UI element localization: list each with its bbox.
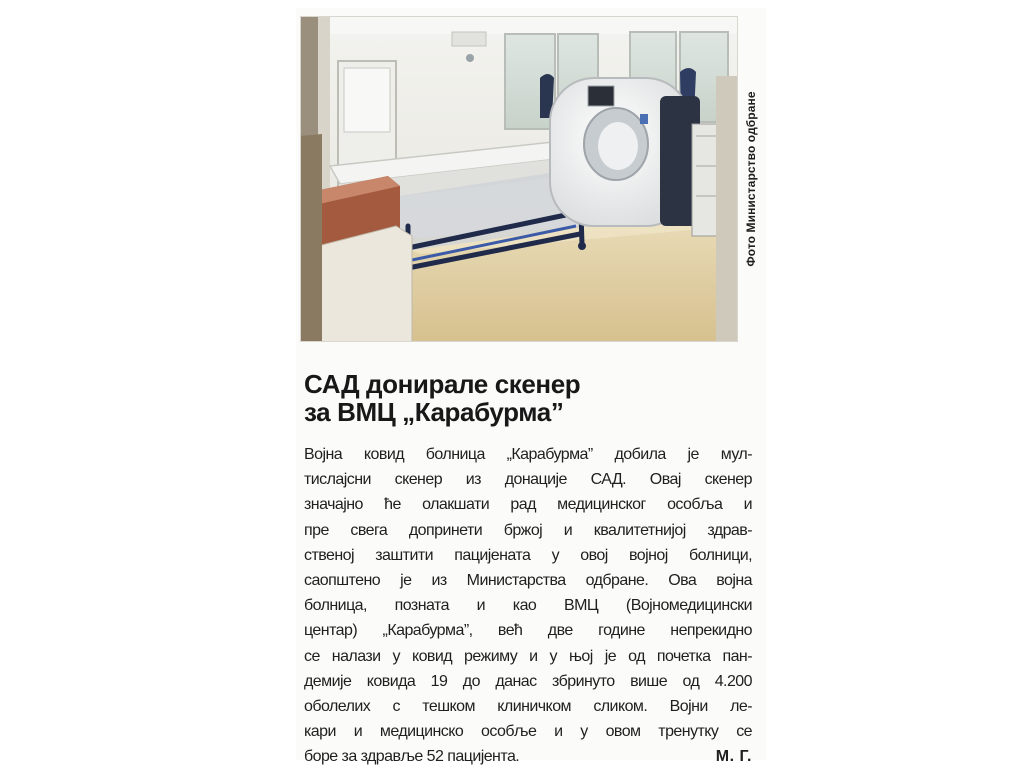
- author-initials: М. Г.: [715, 748, 752, 766]
- article-headline: [304, 370, 744, 426]
- body-line: центар) „Карабурма”, већ две године непрекидно: [304, 622, 752, 640]
- body-line: тислајсни скенер из донације САД. Овај скенер: [304, 471, 752, 489]
- photo-credit: [738, 16, 764, 342]
- body-line: оболелих с тешком клиничком сликом. Војни ле-: [304, 698, 752, 716]
- body-last-line: [304, 744, 752, 769]
- headline-line: за ВМЦ „Карабурма”: [304, 397, 564, 427]
- article-photo: [300, 16, 738, 342]
- body-line: саопштено је из Министарства одбране. Ова војна: [304, 572, 752, 590]
- article-body: [304, 442, 752, 770]
- ct-scanner-room-image: [300, 16, 738, 342]
- body-line: демије ковида 19 до данас збринуто више од 4.200: [304, 672, 752, 690]
- body-line: значајно ће олакшати рад медицинског особља и: [304, 496, 752, 514]
- photo-credit-text: Фото Министарство одбране: [744, 91, 758, 267]
- body-line: кари и медицинско особље и у овом тренутку се: [304, 723, 752, 741]
- body-line: боре за здравље 52 пацијента.: [304, 748, 520, 766]
- body-line: болница, позната и као ВМЦ (Војномедицински: [304, 597, 752, 615]
- body-line: се налази у ковид режиму и у њој је од почетка пан-: [304, 647, 752, 665]
- body-line: Војна ковид болница „Карабурма” добила је мул-: [304, 446, 752, 463]
- body-line: пре свега допринети бржој и квалитетнијој здрав-: [304, 521, 752, 539]
- headline-line: САД донирале скенер: [304, 369, 581, 399]
- newspaper-clipping: [296, 8, 766, 766]
- body-line: ственој заштити пацијената у овој војној болници,: [304, 546, 752, 564]
